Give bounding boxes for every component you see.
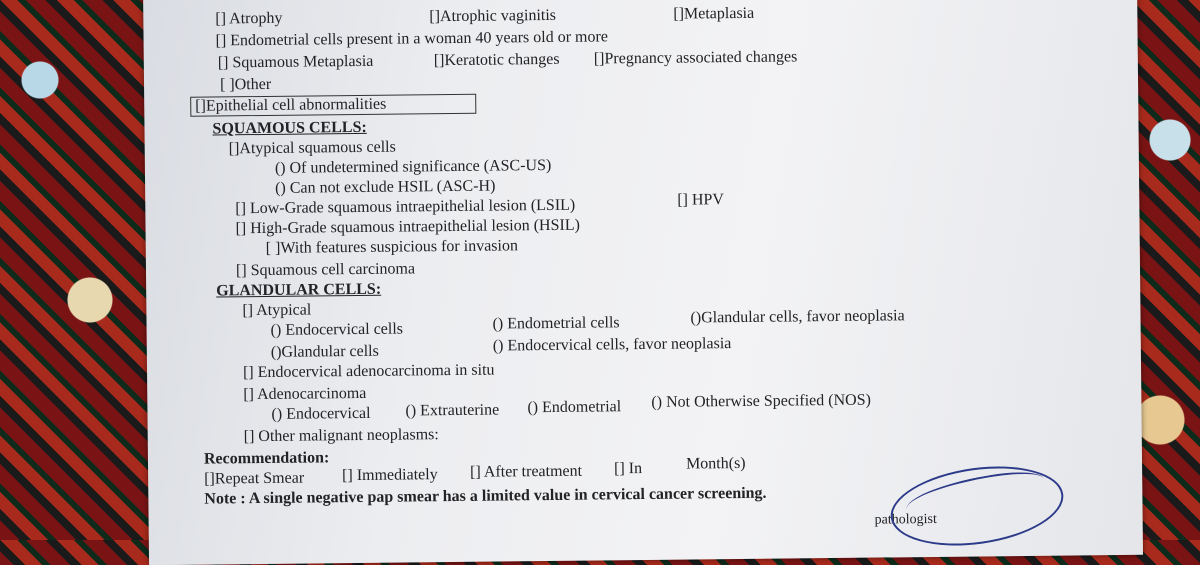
option-pregnancy-changes: []Pregnancy associated changes bbox=[593, 48, 798, 68]
option-nos: () Not Otherwise Specified (NOS) bbox=[651, 391, 871, 411]
option-atrophic-vaginitis: []Atrophic vaginitis bbox=[429, 6, 557, 26]
option-invasion: [ ]With features suspicious for invasion bbox=[265, 237, 519, 257]
option-squamous-metaplasia: [] Squamous Metaplasia bbox=[217, 52, 374, 72]
option-atrophy: [] Atrophy bbox=[215, 9, 283, 28]
option-endometrial-cells: () Endometrial cells bbox=[492, 314, 620, 333]
option-endocervical-cells: () Endocervical cells bbox=[270, 320, 404, 339]
option-metaplasia: []Metaplasia bbox=[673, 4, 755, 23]
option-asc-us: () Of undetermined significance (ASC-US) bbox=[274, 156, 552, 177]
option-hsil: [] High-Grade squamous intraepithelial lesion (HSIL) bbox=[235, 216, 580, 238]
option-keratotic-changes: []Keratotic changes bbox=[433, 50, 560, 70]
option-hpv: [] HPV bbox=[677, 191, 725, 209]
option-repeat-smear: []Repeat Smear bbox=[204, 469, 305, 488]
option-glandular-favor-neoplasia: ()Glandular cells, favor neoplasia bbox=[690, 307, 905, 327]
option-lsil: [] Low-Grade squamous intraepithelial lesion (LSIL) bbox=[235, 196, 576, 218]
option-extrauterine: () Extrauterine bbox=[405, 401, 500, 420]
heading-recommendation: Recommendation: bbox=[203, 449, 330, 468]
option-asc-h: () Can not exclude HSIL (ASC-H) bbox=[275, 177, 496, 197]
option-adenocarcinoma: [] Adenocarcinoma bbox=[243, 384, 367, 404]
label-pathologist: pathologist bbox=[874, 511, 937, 528]
option-endometrial-40: [] Endometrial cells present in a woman 40 years old or more bbox=[215, 28, 608, 50]
option-atypical-squamous: []Atypical squamous cells bbox=[228, 138, 396, 158]
heading-squamous-cells: SQUAMOUS CELLS: bbox=[212, 118, 367, 138]
option-endocervical: () Endocervical bbox=[271, 404, 371, 423]
option-other-malignant: [] Other malignant neoplasms: bbox=[243, 426, 439, 446]
option-atypical: [] Atypical bbox=[242, 301, 312, 320]
option-after-treatment: [] After treatment bbox=[470, 462, 583, 481]
option-immediately: [] Immediately bbox=[342, 466, 438, 485]
option-endometrial: () Endometrial bbox=[527, 398, 622, 417]
option-squamous-cell-carcinoma: [] Squamous cell carcinoma bbox=[235, 260, 416, 280]
option-adenocarcinoma-in-situ: [] Endocervical adenocarcinoma in situ bbox=[242, 361, 495, 382]
section-epithelial-abnormalities: []Epithelial cell abnormalities bbox=[190, 94, 476, 117]
note-text: Note : A single negative pap smear has a limited value in cervical cancer screening. bbox=[204, 484, 767, 508]
option-in: [] In bbox=[613, 460, 643, 478]
label-months: Month(s) bbox=[685, 454, 746, 473]
option-other: [ ]Other bbox=[219, 75, 272, 94]
option-endocervical-favor-neoplasia: () Endocervical cells, favor neoplasia bbox=[492, 335, 732, 355]
heading-glandular-cells: GLANDULAR CELLS: bbox=[216, 280, 382, 300]
option-glandular-cells: ()Glandular cells bbox=[270, 342, 379, 361]
